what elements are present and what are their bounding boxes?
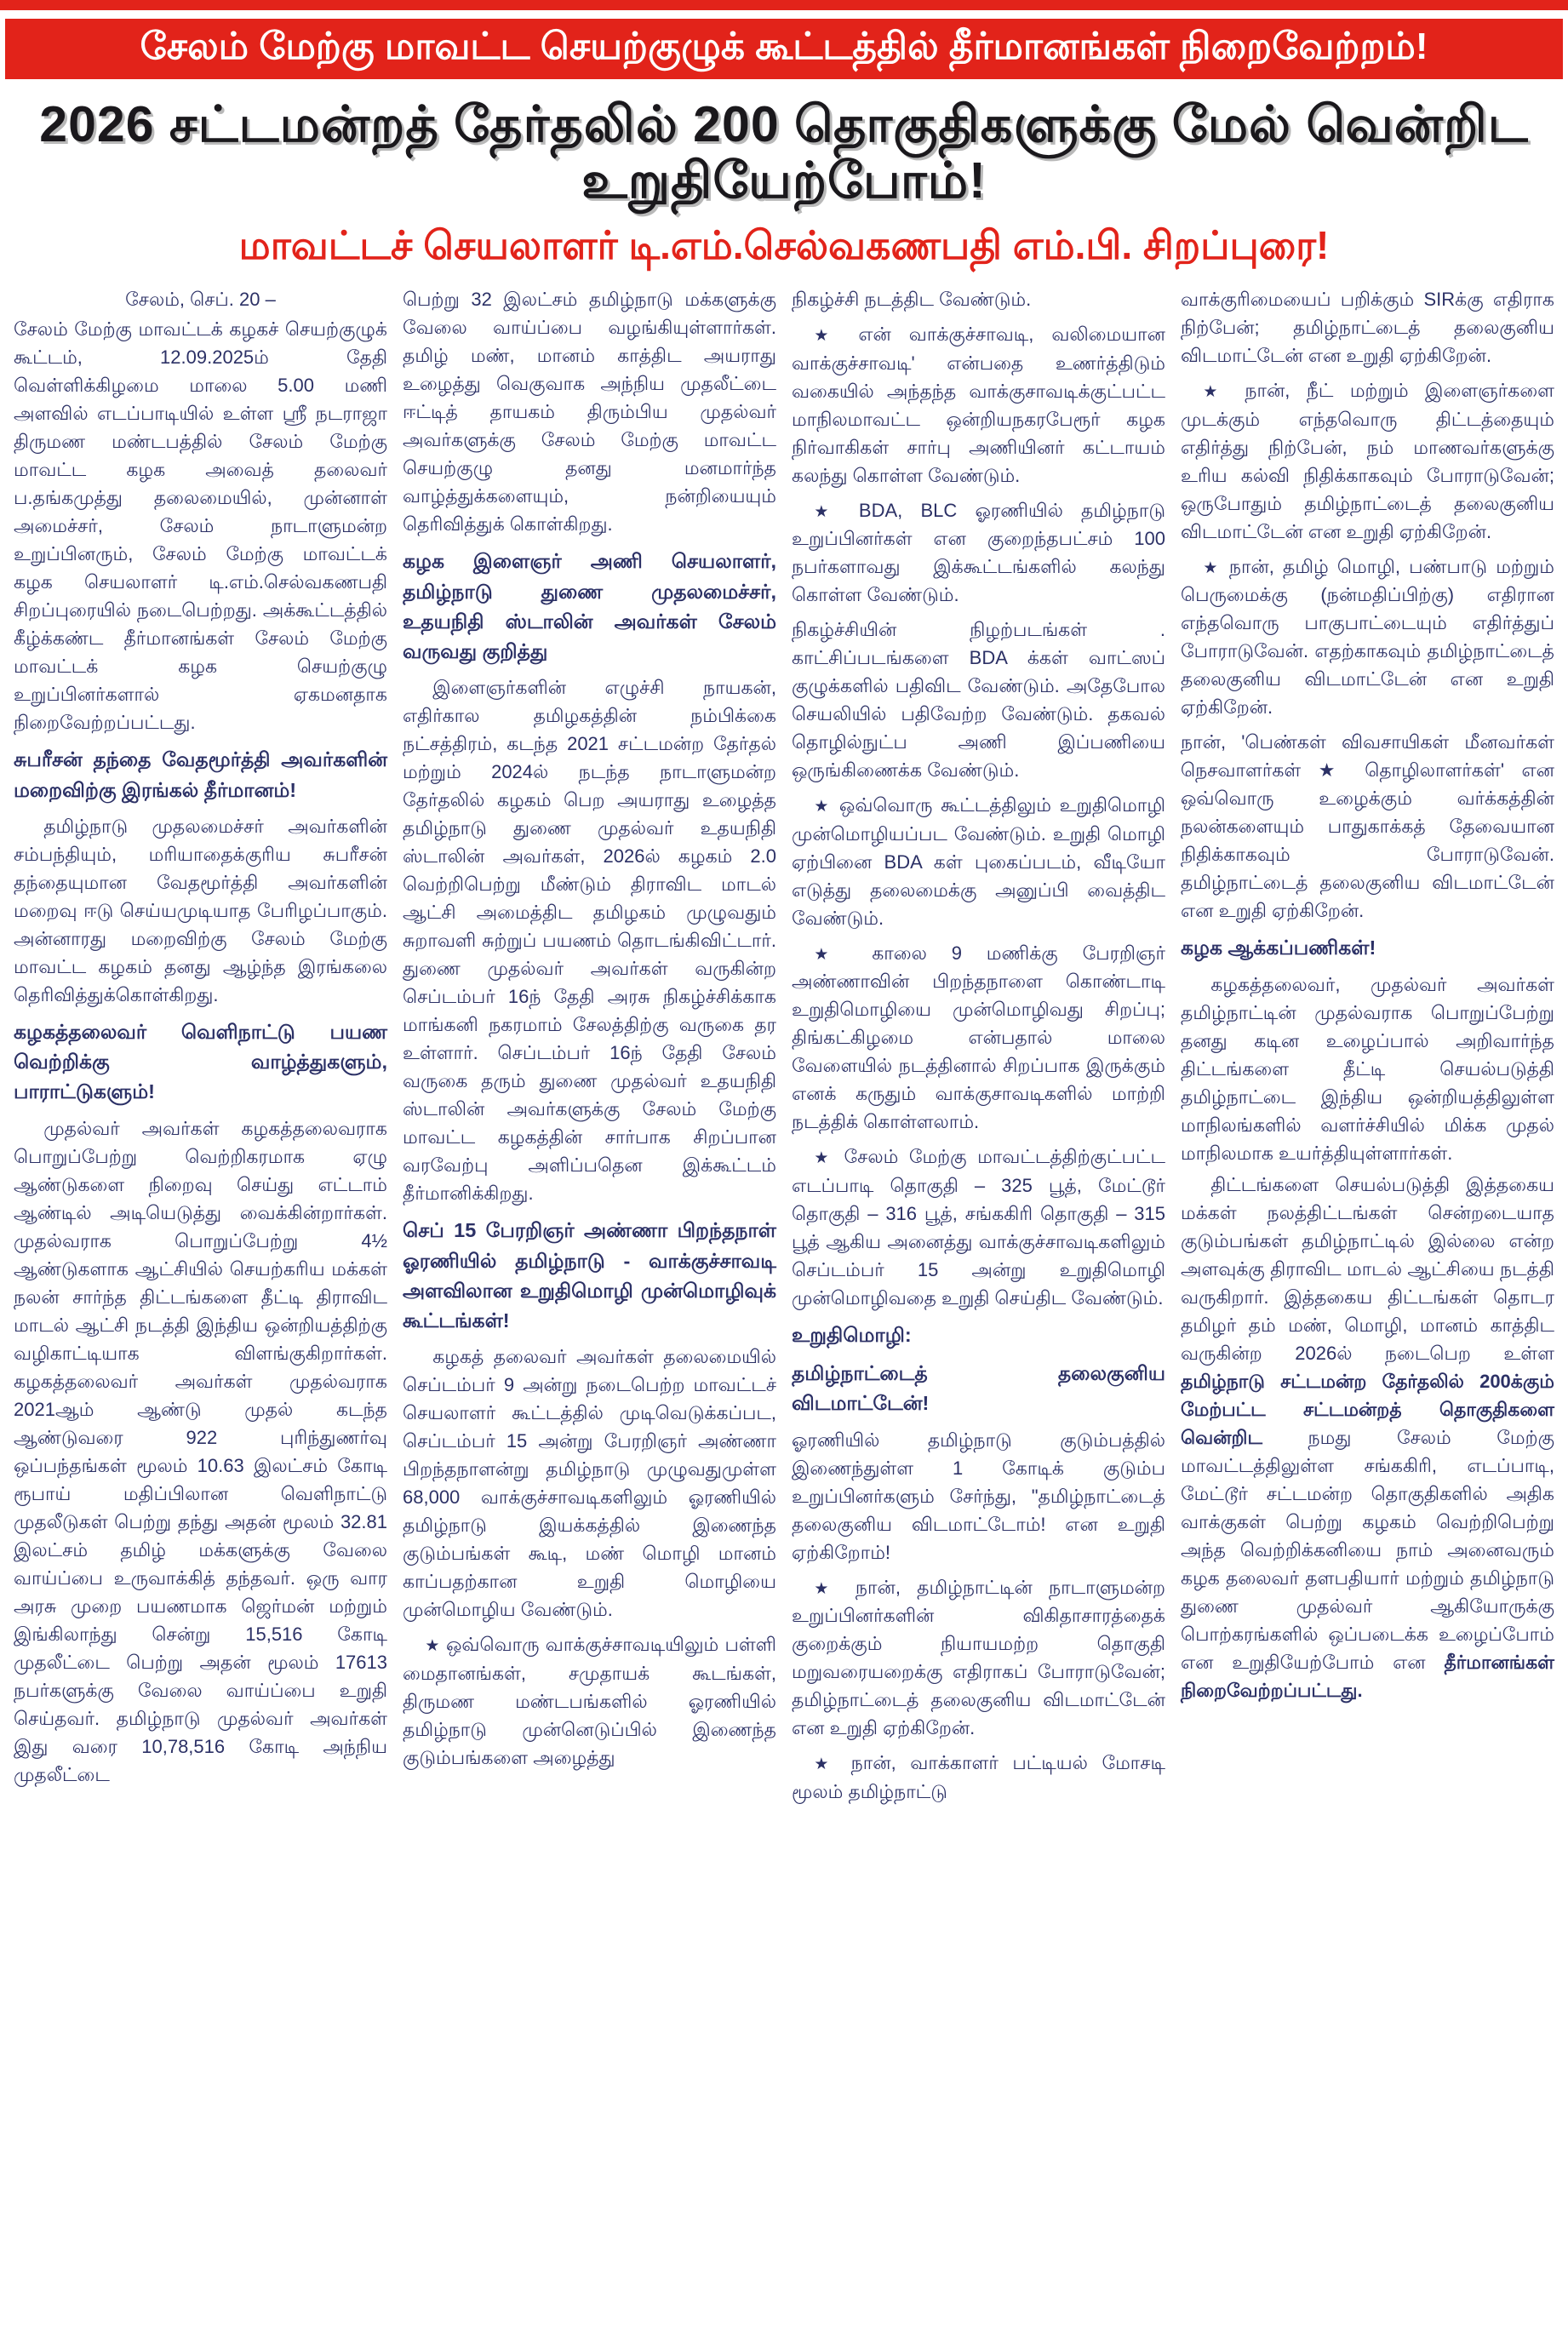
star-bullet-icon: ★ <box>814 1579 856 1598</box>
paragraph: ★ ஒவ்வொரு வாக்குச்சாவடியிலும் பள்ளி மைதானங்கள், சமுதாயக் கூடங்கள், திருமண மண்டபங்களில் ஓரணியில் தமிழ்நாடு முன்னெடுப்பில் இணைந்த குடும்பங்களை அழைத்து <box>403 1634 776 1768</box>
star-bullet-icon: ★ <box>425 1637 446 1656</box>
top-banner <box>5 19 1563 79</box>
text-segment: நமது சேலம் மேற்கு மாவட்டத்திலுள்ள சங்ககிரி, எடப்பாடி, மேட்டூர் சட்டமன்ற தொகுதிகளில் அதிக வாக்குகள் பெற்று கழகம் வெற்றிபெற்று அந்த வெற்றிக்கனியை நாம் அனைவரும் கழக தலைவர் தளபதியார் மற்றும் தமிழ்நாடு துணை முதல்வர் ஆகியோருக்கு பொற்கரங்களில் ஒப்படைக்க உழைப்போம் என உறுதியேற்போம் என <box>1181 1426 1555 1673</box>
article-columns <box>0 277 1568 1812</box>
paragraph: வாக்குரிமையைப் பறிக்கும் SIRக்கு எதிராக நிற்பேன்; தமிழ்நாட்டைத் தலைகுனிய விடமாட்டேன் என உறுதி ஏற்கிறேன். <box>1181 289 1554 367</box>
paragraph: ★ என் வாக்குச்சாவடி, வலிமையான வாக்குச்சாவடி' என்பதை உணர்த்திடும் வகையில் அந்தந்த வாக்குசாவடிக்குட்பட்ட மாநிலமாவட்ட ஒன்றியநகரபேரூர் கழக நிர்வாகிகள் சார்பு அணியினர் கட்டாயம் கலந்து கொள்ள வேண்டும். <box>792 324 1165 486</box>
star-bullet-icon: ★ <box>1203 558 1229 577</box>
paragraph: ★ BDA, BLC ஓரணியில் தமிழ்நாடு உறுப்பினர்கள் என குறைந்தபட்சம் 100 நபர்களாவது இக்கூட்டங்களில் கலந்து கொள்ள வேண்டும். <box>792 499 1165 606</box>
star-bullet-icon: ★ <box>814 502 859 521</box>
section-heading: கழக இளைஞர் அணி செயலாளர், தமிழ்நாடு துணை முதலமைச்சர், உதயநிதி ஸ்டாலின் அவர்கள் சேலம் வருவது குறித்து <box>403 550 776 663</box>
paragraph: நான், 'பெண்கள் விவசாயிகள் மீனவர்கள் நெசவாளர்கள் ★ தொழிலாளர்கள்' என ஒவ்வொரு உழைக்கும் வர்க்கத்தின் நலன்களையும் பாதுகாக்கத் தேவையான நிதிக்காகவும் போராடுவேன். தமிழ்நாட்டைத் தலைகுனிய விடமாட்டேன் என உறுதி ஏற்கிறேன். <box>1181 731 1554 922</box>
section-heading: உறுதிமொழி: <box>792 1323 912 1346</box>
paragraph: ★ ஒவ்வொரு கூட்டத்திலும் உறுதிமொழி முன்மொழியப்பட வேண்டும். உறுதி மொழி ஏற்பினை BDA கள் புகைப்படம், வீடியோ எடுத்து தலைமைக்கு அனுப்பி வைத்திட வேண்டும். <box>792 794 1166 929</box>
column-4 <box>1181 285 1554 1812</box>
paragraph: நிகழ்ச்சியின் நிழற்படங்கள் . காட்சிப்படங்களை BDA க்கள் வாட்ஸப் குழுக்களில் பதிவிட வேண்டும். அதேபோல செயலியில் பதிவேற்ற வேண்டும். தகவல் தொழில்நுட்ப அணி இப்பணியை ஒருங்கிணைக்க வேண்டும். <box>792 619 1165 782</box>
section-heading: சுபரீசன் தந்தை வேதமூர்த்தி அவர்களின் மறைவிற்கு இரங்கல் தீர்மானம்! <box>14 748 387 801</box>
section-heading: கழகத்தலைவர் வெளிநாட்டு பயண வெற்றிக்கு வாழ்த்துகளும், பாராட்டுகளும்! <box>14 1020 387 1103</box>
paragraph: சேலம் மேற்கு மாவட்டக் கழகச் செயற்குழுக் கூட்டம், 12.09.2025ம் தேதி வெள்ளிக்கிழமை மாலை 5.00 மணி அளவில் எடப்பாடியில் உள்ள ஸ்ரீ நடராஜா திருமண மண்டபத்தில் சேலம் மேற்கு மாவட்ட கழக அவைத் தலைவர் ப.தங்கமுத்து தலைமையில், முன்னாள் அமைச்சர், சேலம் நாடாளுமன்ற உறுப்பினரும், சேலம் மேற்கு மாவட்டக் கழக செயலாளர் டி.எம்.செல்வகணபதி சிறப்புரையில் நடைபெற்றது. அக்கூட்டத்தில் கீழ்க்கண்ட தீர்மானங்கள் சேலம் மேற்கு மாவட்டக் கழக செயற்குழு உறுப்பினர்களால் ஏகமனதாக நிறைவேற்றப்பட்டது. <box>14 318 387 734</box>
sub-headline: மாவட்டச் செயலாளர் டி.எம்.செல்வகணபதி எம்.பி. சிறப்புரை! <box>238 222 1330 267</box>
paragraph <box>1181 1171 1554 1704</box>
paragraph: கழகத்தலைவர், முதல்வர் அவர்கள் தமிழ்நாட்டின் முதல்வராக பொறுப்பேற்று தனது கடின உழைப்பால் அறிவார்ந்த திட்டங்களை தீட்டி செயல்படுத்தி தமிழ்நாட்டை இந்திய ஒன்றியத்திலுள்ள மாநிலங்களில் வளர்ச்சியில் மிக்க முதல் மாநிலமாக உயர்த்தியுள்ளார்கள். <box>1181 973 1554 1164</box>
column-2 <box>403 285 776 1812</box>
paragraph: ★ காலை 9 மணிக்கு பேரறிஞர் அண்ணாவின் பிறந்தநாளை கொண்டாடி உறுதிமொழியை முன்மொழிவது சிறப்பு; திங்கட்கிழமை என்பதால் மாலை வேளையில் நடத்தினால் சிறப்பாக இருக்கும் எனக் கருதும் வாக்குசாவடிகளில் மாற்றி நடத்திக் கொள்ளலாம். <box>792 942 1165 1133</box>
paragraph: கழகத் தலைவர் அவர்கள் தலைமையில் செப்டம்பர் 9 அன்று நடைபெற்ற மாவட்டச் செயலாளர் கூட்டத்தில் முடிவெடுக்கப்பட, செப்டம்பர் 15 அன்று பேரறிஞர் அண்ணா பிறந்தநாளன்று தமிழ்நாடு முழுவதுமுள்ள 68,000 வாக்குச்சாவடிகளிலும் ஓரணியில் தமிழ்நாடு இயக்கத்தில் இணைந்த குடும்பங்கள் கூடி, மண் மொழி மானம் காப்பதற்கான உறுதி மொழியை முன்மொழிய வேண்டும். <box>403 1346 776 1621</box>
banner-text: சேலம் மேற்கு மாவட்ட செயற்குழுக் கூட்டத்தில் தீர்மானங்கள் நிறைவேற்றம்! <box>140 26 1428 67</box>
paragraph: ஓரணியில் தமிழ்நாடு குடும்பத்தில் இணைந்துள்ள 1 கோடிக் குடும்ப உறுப்பினர்களும் சேர்ந்து, "தமிழ்நாட்டைத் தலைகுனிய விடமாட்டோம்! என உறுதி ஏற்கிறோம்! <box>792 1429 1165 1563</box>
text-segment: தீர்மானங்கள் நிறைவேற்றப்பட்டது. <box>1181 1651 1554 1701</box>
star-bullet-icon: ★ <box>814 327 859 346</box>
section-heading: தமிழ்நாட்டைத் தலைகுனிய விடமாட்டேன்! <box>792 1362 1165 1415</box>
star-bullet-icon: ★ <box>1203 383 1245 402</box>
star-bullet-icon: ★ <box>814 945 873 964</box>
section-heading: கழக ஆக்கப்பணிகள்! <box>1181 936 1376 959</box>
column-1 <box>14 285 387 1812</box>
paragraph: ★ நான், தமிழ்நாட்டின் நாடாளுமன்ற உறுப்பினர்களின் விகிதாசாரத்தைக் குறைக்கும் நியாயமற்ற தொகுதி மறுவரையறைக்கு எதிராகப் போராடுவேன்; தமிழ்நாட்டைத் தலைகுனிய விடமாட்டேன் என உறுதி ஏற்கிறேன். <box>792 1576 1165 1739</box>
paragraph: ★ சேலம் மேற்கு மாவட்டத்திற்குட்பட்ட எடப்பாடி தொகுதி – 325 பூத், மேட்டூர் தொகுதி – 316 பூத், சங்ககிரி தொகுதி – 315 பூத் ஆகிய அனைத்து வாக்குச்சாவடிகளிலும் செப்டம்பர் 15 அன்று உறுதிமொழி முன்மொழிவதை உறுதி செய்திட வேண்டும். <box>792 1146 1165 1309</box>
paragraph: முதல்வர் அவர்கள் கழகத்தலைவராக பொறுப்பேற்று வெற்றிகரமாக ஏழு ஆண்டுகளை நிறைவு செய்து எட்டாம் ஆண்டில் அடியெடுத்து வைக்கின்றார்கள். முதல்வராக பொறுப்பேற்று 4½ ஆண்டுகளாக ஆட்சியில் செயற்கரிய மக்கள் நலன் சார்ந்த திட்டங்களை தீட்டி திராவிட மாடல் ஆட்சி நடத்தி இந்திய ஒன்றியத்திற்கு வழிகாட்டியாக விளங்குகிறார்கள். கழகத்தலைவர் அவர்கள் முதல்வராக 2021ஆம் ஆண்டு முதல் கடந்த ஆண்டுவரை 922 புரிந்துணர்வு ஒப்பந்தங்கள் மூலம் 10.63 இலட்சம் கோடி ரூபாய் மதிப்பிலான வெளிநாட்டு முதலீடுகள் பெற்று தந்து அதன் மூலம் 32.81 இலட்சம் தமிழ் மக்களுக்கு வேலை வாய்ப்பை உருவாக்கித் தந்தவர். ஒரு வார அரசு முறை பயணமாக ஜெர்மன் மற்றும் இங்கிலாந்து சென்று 15,516 கோடி முதலீட்டை பெற்று அதன் மூலம் 17613 நபர்களுக்கு வேலை வாய்ப்பை உறுதி செய்தவர். தமிழ்நாடு முதல்வர் அவர்கள் இது வரை 10,78,516 கோடி அந்நிய முதலீட்டை <box>14 1117 387 1785</box>
paragraph: இளைஞர்களின் எழுச்சி நாயகன், எதிர்கால தமிழகத்தின் நம்பிக்கை நட்சத்திரம், கடந்த 2021 சட்டமன்ற தேர்தல் மற்றும் 2024ல் நடந்த நாடாளுமன்ற தேர்தலில் கழகம் பெற அயராது உழைத்த தமிழ்நாடு துணை முதல்வர் உதயநிதி ஸ்டாலின் அவர்கள், 2026ல் கழகம் 2.0 வெற்றிபெற்று மீண்டும் திராவிட மாடல் ஆட்சி அமைத்திட தமிழகம் முழுவதும் சுறாவளி சுற்றுப் பயணம் தொடங்கிவிட்டார். துணை முதல்வர் அவர்கள் வருகின்ற செப்டம்பர் 16ந் தேதி அரசு நிகழ்ச்சிக்காக மாங்கனி நகரமாம் சேலத்திற்கு வருகை தர உள்ளார். செப்டம்பர் 16ந் தேதி சேலம் வருகை தரும் துணை முதல்வர் உதயநிதி ஸ்டாலின் அவர்களுக்கு சேலம் மேற்கு மாவட்ட கழகத்தின் சார்பாக சிறப்பான வரவேற்பு அளிப்பதென இக்கூட்டம் தீர்மானிக்கிறது. <box>403 677 776 1205</box>
paragraph: தமிழ்நாடு முதலமைச்சர் அவர்களின் சம்பந்தியும், மரியாதைக்குரிய சுபரீசன் தந்தையுமான வேதமூர்த்தி அவர்களின் மறைவு ஈடு செய்யமுடியாத பேரிழப்பாகும். அன்னாரது மறைவிற்கு சேலம் மேற்கு மாவட்ட கழகம் தனது ஆழ்ந்த இரங்கலை தெரிவித்துக்கொள்கிறது. <box>14 815 387 1005</box>
main-headline: 2026 சட்டமன்றத் தேர்தலில் 200 தொகுதிகளுக்கு மேல் வென்றிட உறுதியேற்போம்! <box>39 95 1529 209</box>
column-3 <box>792 285 1165 1812</box>
paragraph: ★ நான், நீட் மற்றும் இளைஞர்களை முடக்கும் எந்தவொரு திட்டத்தையும் எதிர்த்து நிற்பேன், நம் மாணவர்களுக்கு உரிய கல்வி நிதிக்காகவும் போராடுவேன்; ஒருபோதும் தமிழ்நாட்டைத் தலைகுனிய விடமாட்டேன் என உறுதி ஏற்கிறேன். <box>1181 380 1554 542</box>
star-bullet-icon: ★ <box>814 1149 844 1168</box>
paragraph: சேலம், செப். 20 – <box>125 289 276 311</box>
paragraph: பெற்று 32 இலட்சம் தமிழ்நாடு மக்களுக்கு வேலை வாய்ப்பை வழங்கியுள்ளார்கள். தமிழ் மண், மானம் காத்திட அயராது உழைத்து வெகுவாக அந்நிய முதலீட்டை ஈட்டித் தாயகம் திரும்பிய முதல்வர் அவர்களுக்கு சேலம் மேற்கு மாவட்ட செயற்குழு தனது மனமார்ந்த வாழ்த்துக்களையும், நன்றியையும் தெரிவித்துக் கொள்கிறது. <box>403 289 776 535</box>
top-border-strip <box>0 0 1568 10</box>
star-bullet-icon: ★ <box>814 1755 851 1774</box>
paragraph: ★ நான், தமிழ் மொழி, பண்பாடு மற்றும் பெருமைக்கு (நன்மதிப்பிற்கு) எதிரான எந்தவொரு பாகுபாட்டையும் எதிர்த்துப் போராடுவேன். எதற்காகவும் தமிழ்நாட்டைத் தலைகுனிய விடமாட்டேன் என உறுதி ஏற்கிறேன். <box>1181 555 1554 719</box>
text-segment: தமிழ்நாடு சட்டமன்ற தேர்தலில் 200க்கும் மேற்பட்ட சட்டமன்றத் தொகுதிகளை வென்றிட <box>1181 1370 1554 1448</box>
paragraph: நிகழ்ச்சி நடத்திட வேண்டும். <box>792 289 1032 311</box>
paragraph: ★ நான், வாக்காளர் பட்டியல் மோசடி மூலம் தமிழ்நாட்டு <box>792 1752 1165 1802</box>
star-bullet-icon: ★ <box>814 798 839 816</box>
section-heading: செப் 15 பேரறிஞர் அண்ணா பிறந்தநாள் ஓரணியில் தமிழ்நாடு - வாக்குச்சாவடி அளவிலான உறுதிமொழி முன்மொழிவுக் கூட்டங்கள்! <box>403 1219 776 1332</box>
text-segment: திட்டங்களை செயல்படுத்தி இத்தகைய மக்கள் நலத்திட்டங்கள் சென்றடையாத குடும்பங்கள் தமிழ்நாட்டில் இல்லை என்ற அளவுக்கு திராவிட மாடல் ஆட்சியை நடத்தி வருகிறார். இத்தகைய திட்டங்கள் தொடர தமிழர் தம் மண், மொழி, மானம் காத்திட வருகின்ற 2026ல் நடைபெற உள்ள <box>1181 1173 1554 1364</box>
